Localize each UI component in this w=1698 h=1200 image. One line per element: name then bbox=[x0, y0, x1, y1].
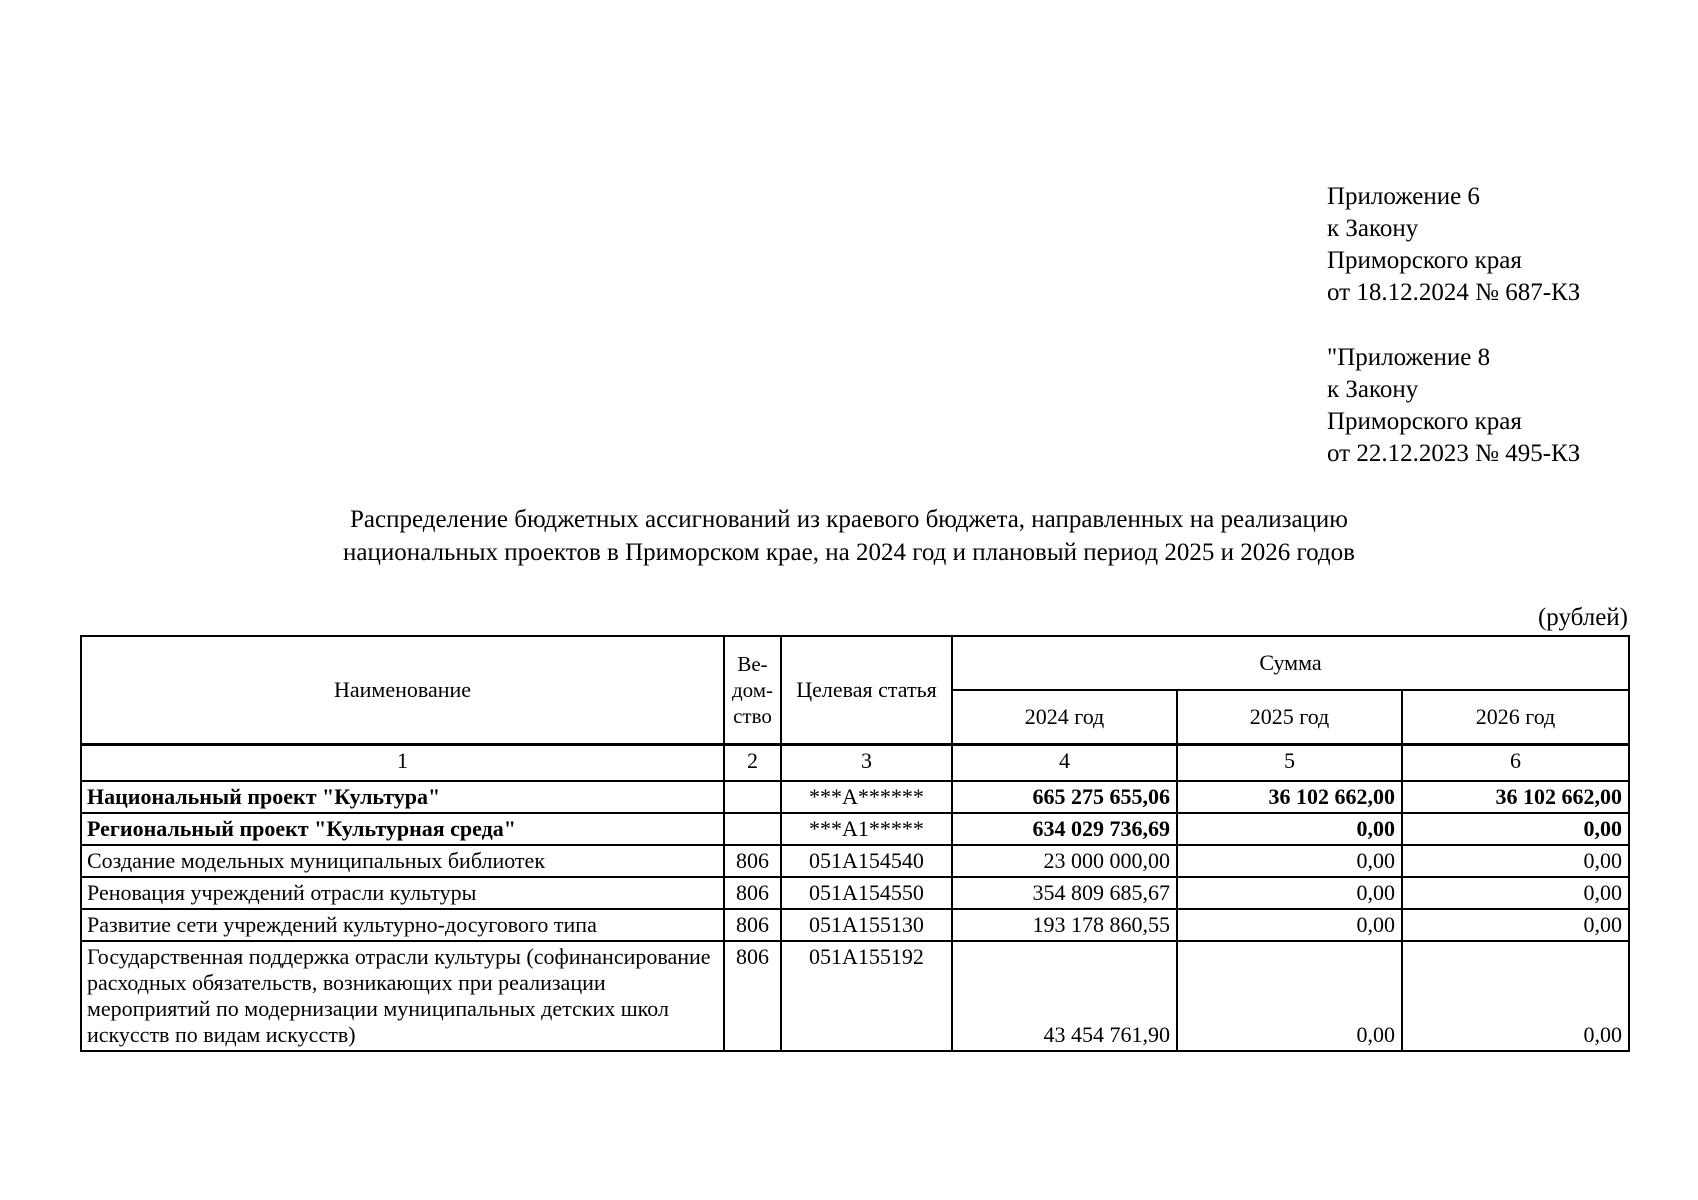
annex-line: Приморского края bbox=[1327, 408, 1522, 435]
row-amount-2024: 43 454 761,90 bbox=[952, 941, 1177, 1051]
row-amount-2025: 36 102 662,00 bbox=[1177, 781, 1402, 813]
row-amount-2026: 0,00 bbox=[1402, 941, 1629, 1051]
row-dept bbox=[724, 813, 781, 845]
column-number: 4 bbox=[952, 745, 1177, 782]
table-row bbox=[81, 877, 1629, 909]
budget-table bbox=[80, 635, 1630, 1052]
annex-line: от 22.12.2023 № 495-КЗ bbox=[1327, 440, 1581, 467]
row-amount-2025: 0,00 bbox=[1177, 877, 1402, 909]
row-name: Развитие сети учреждений культурно-досугового типа bbox=[81, 909, 724, 941]
row-target-code: 051А155192 bbox=[781, 941, 952, 1051]
header-year: 2025 год bbox=[1177, 690, 1402, 745]
annex-line: Приморского края bbox=[1327, 247, 1522, 274]
table-row bbox=[81, 909, 1629, 941]
document-title bbox=[0, 503, 1698, 569]
row-amount-2024: 23 000 000,00 bbox=[952, 845, 1177, 877]
row-target-code: 051А155130 bbox=[781, 909, 952, 941]
column-number: 5 bbox=[1177, 745, 1402, 782]
header-dept-line: ство bbox=[733, 704, 772, 728]
table-row bbox=[81, 781, 1629, 813]
row-amount-2026: 0,00 bbox=[1402, 909, 1629, 941]
title-line: национальных проектов в Приморском крае, на 2024 год и плановый период 2025 и 2026 годов bbox=[343, 539, 1355, 566]
title-line: Распределение бюджетных ассигнований из краевого бюджета, направленных на реализацию bbox=[350, 506, 1348, 533]
table-row bbox=[81, 845, 1629, 877]
header-dept-line: дом- bbox=[731, 678, 774, 702]
row-name: Государственная поддержка отрасли культуры (софинансирование расходных обязательств, возникающих при реализации мероприятий по модернизации муниципальных детских школ искусств по видам искусств) bbox=[81, 941, 724, 1051]
column-number-row bbox=[81, 745, 1629, 782]
column-number: 6 bbox=[1402, 745, 1629, 782]
row-name: Региональный проект "Культурная среда" bbox=[81, 813, 724, 845]
row-target-code: 051А154540 bbox=[781, 845, 952, 877]
table-row bbox=[81, 941, 1629, 1051]
row-name: Национальный проект "Культура" bbox=[81, 781, 724, 813]
header-target: Целевая статья bbox=[781, 636, 952, 745]
row-target-code: ***А****** bbox=[781, 781, 952, 813]
annex-current bbox=[1327, 181, 1580, 309]
row-dept: 806 bbox=[724, 845, 781, 877]
row-target-code: 051А154550 bbox=[781, 877, 952, 909]
annex-line: Приложение 6 bbox=[1327, 183, 1480, 210]
row-amount-2025: 0,00 bbox=[1177, 813, 1402, 845]
row-amount-2026: 0,00 bbox=[1402, 813, 1629, 845]
annex-line: к Закону bbox=[1327, 376, 1419, 403]
annex-line: к Закону bbox=[1327, 215, 1419, 242]
annex-previous bbox=[1327, 342, 1580, 470]
header-sum: Сумма bbox=[952, 636, 1629, 690]
row-amount-2026: 0,00 bbox=[1402, 877, 1629, 909]
row-dept: 806 bbox=[724, 941, 781, 1051]
header-row bbox=[81, 636, 1629, 690]
units-label: (рублей) bbox=[1537, 604, 1628, 631]
row-dept: 806 bbox=[724, 909, 781, 941]
row-amount-2025: 0,00 bbox=[1177, 941, 1402, 1051]
annex-line: "Приложение 8 bbox=[1327, 344, 1491, 371]
annex-line: от 18.12.2024 № 687-КЗ bbox=[1327, 279, 1581, 306]
row-dept bbox=[724, 781, 781, 813]
header-dept bbox=[724, 636, 781, 745]
header-name: Наименование bbox=[81, 636, 724, 745]
row-amount-2024: 354 809 685,67 bbox=[952, 877, 1177, 909]
column-number: 1 bbox=[81, 745, 724, 782]
row-name: Создание модельных муниципальных библиотек bbox=[81, 845, 724, 877]
row-amount-2024: 193 178 860,55 bbox=[952, 909, 1177, 941]
row-amount-2024: 665 275 655,06 bbox=[952, 781, 1177, 813]
table-row bbox=[81, 813, 1629, 845]
row-amount-2026: 0,00 bbox=[1402, 845, 1629, 877]
header-dept-line: Ве- bbox=[737, 652, 768, 676]
column-number: 2 bbox=[724, 745, 781, 782]
column-number: 3 bbox=[781, 745, 952, 782]
row-target-code: ***А1***** bbox=[781, 813, 952, 845]
row-amount-2024: 634 029 736,69 bbox=[952, 813, 1177, 845]
row-dept: 806 bbox=[724, 877, 781, 909]
row-name: Реновация учреждений отрасли культуры bbox=[81, 877, 724, 909]
header-year: 2024 год bbox=[952, 690, 1177, 745]
row-amount-2025: 0,00 bbox=[1177, 909, 1402, 941]
header-year: 2026 год bbox=[1402, 690, 1629, 745]
row-amount-2025: 0,00 bbox=[1177, 845, 1402, 877]
row-amount-2026: 36 102 662,00 bbox=[1402, 781, 1629, 813]
